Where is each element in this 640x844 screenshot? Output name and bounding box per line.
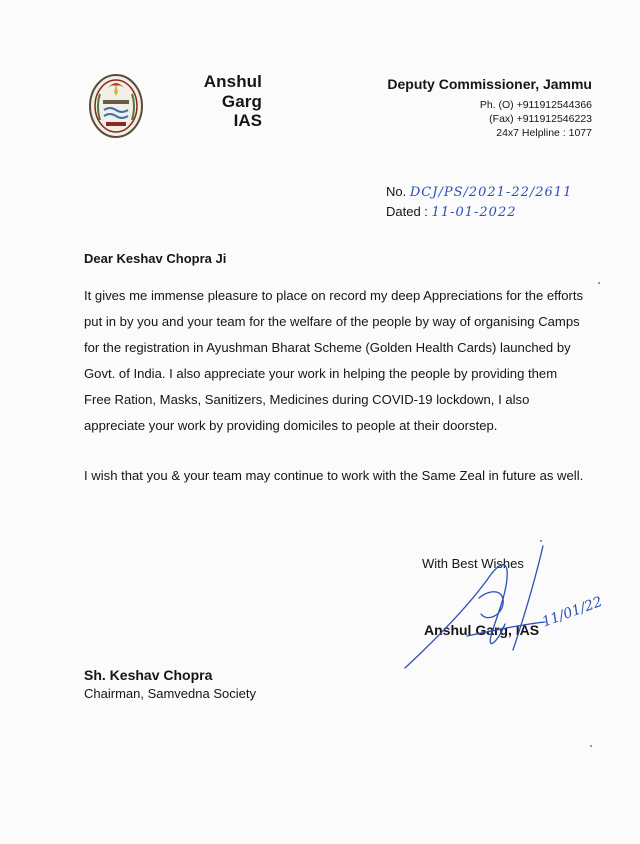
signature-date: 11/01/22 (539, 593, 605, 631)
signatory-name: Anshul Garg, IAS (424, 622, 540, 638)
closing-line: With Best Wishes (422, 556, 524, 571)
reference-block (386, 182, 572, 222)
reference-number-row (386, 182, 572, 202)
body-paragraph-1: It gives me immense pleasure to place on record my deep Appreciations for the efforts put in by you and your team for the welfare of the people by way of organising Camps for the registration in Ayushman Bharat Scheme (Golden Health Cards) launched by Govt. of India. I also appreciate your work in helping the people by providing them Free Ration, Masks, Sanitizers, Medicines during COVID-19 lockdown, I also appreciate your work by providing domiciles to people at their doorstep. (84, 288, 584, 433)
reference-date-row (386, 202, 572, 222)
scan-speck (598, 282, 600, 284)
officer-service: IAS (233, 111, 262, 130)
recipient-title: Chairman, Samvedna Society (84, 686, 256, 701)
office-phone: Ph. (O) +911912544366 (479, 99, 592, 111)
officer-name: Anshul Garg (203, 72, 262, 111)
salutation: Dear Keshav Chopra Ji (84, 251, 227, 266)
reference-number-value: DCJ/PS/2021-22/2611 (409, 185, 573, 200)
letterhead-name-block (160, 72, 262, 131)
officer-designation: Deputy Commissioner, Jammu (387, 76, 592, 92)
reference-date-label: Dated : (386, 204, 428, 219)
recipient-name: Sh. Keshav Chopra (84, 667, 213, 683)
office-helpline: 24x7 Helpline : 1077 (496, 127, 592, 139)
reference-date-value: 11-01-2022 (431, 205, 517, 220)
letterhead-office-block (387, 76, 592, 140)
reference-number-label: No. (386, 184, 407, 199)
letter-body (84, 283, 584, 513)
recipient-block (84, 667, 256, 701)
scan-speck (590, 745, 592, 747)
office-fax: (Fax) +911912546223 (489, 113, 592, 125)
scan-speck (540, 540, 542, 542)
jammu-kashmir-emblem-icon (86, 70, 146, 140)
body-paragraph-2: I wish that you & your team may continue to work with the Same Zeal in future as well. (84, 468, 584, 483)
